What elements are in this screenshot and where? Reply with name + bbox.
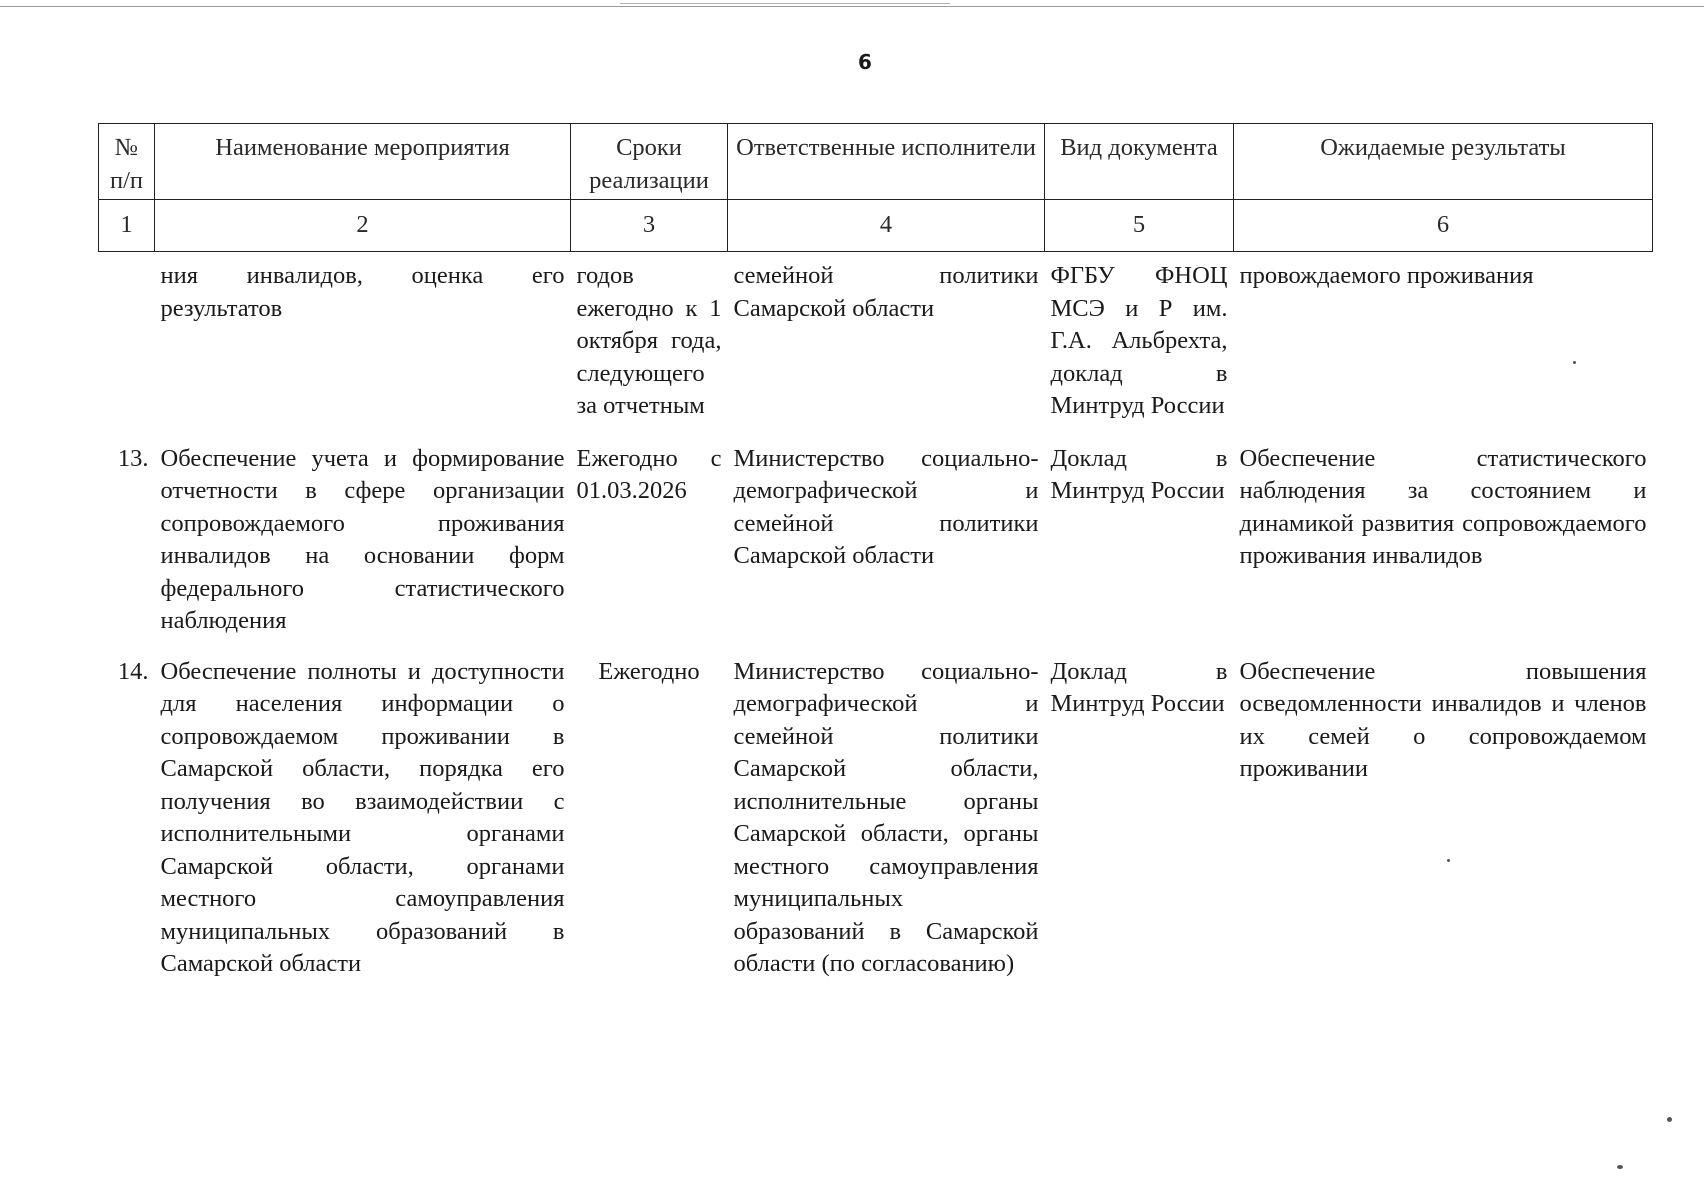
- header-executors: Ответственные исполнители: [728, 124, 1045, 200]
- page-number: 6: [858, 50, 872, 74]
- header-num: № п/п: [99, 124, 155, 200]
- row-document: ФГБУ ФНОЦ МСЭ и Р им. Г.А. Альбрехта, доклад в Минтруд России: [1050, 262, 1228, 419]
- row-result: провождаемого проживания: [1239, 262, 1534, 289]
- row-number: 13.: [117, 444, 149, 472]
- column-number: 1: [99, 200, 155, 252]
- row-result: Обеспечение повышения осведомленности инвалидов и членов их семей о сопровождаемом проживании: [1239, 657, 1647, 782]
- row-number: 14.: [117, 657, 149, 685]
- header-document: Вид документа: [1045, 124, 1234, 200]
- row-name: Обеспечение учета и формирование отчетности в сфере организации сопровождаемого проживания инвалидов на основании форм федерального статистического наблюдения: [160, 444, 565, 634]
- table-row: [99, 656, 1653, 981]
- row-document: Доклад в Минтруд России: [1050, 657, 1228, 717]
- scan-edge-line: [620, 3, 950, 4]
- header-term: Сроки реализации: [571, 124, 728, 200]
- header-result: Ожидаемые результаты: [1234, 124, 1653, 200]
- row-executors: Министерство социально-демографической и семейной политики Самарской области, исполнительные органы Самарской области, органы местного самоуправления муниципальных образований в Самарской области (по согласованию): [733, 657, 1039, 977]
- scan-speck: [1447, 859, 1450, 862]
- table-header-row: [99, 124, 1653, 200]
- scan-edge-line: [0, 6, 1704, 7]
- row-document: Доклад в Минтруд России: [1050, 444, 1228, 504]
- scan-speck: [1667, 1117, 1672, 1122]
- column-number: 4: [728, 200, 1045, 252]
- column-number: 5: [1045, 200, 1234, 252]
- column-number: 6: [1234, 200, 1653, 252]
- row-term: Ежегодно с 01.03.2026: [576, 444, 722, 504]
- row-name: Обеспечение полноты и доступности для населения информации о сопровождаемом проживании в Самарской области, порядка его получения во взаимодействии с исполнительными органами Самарской области, органами местного самоуправления муниципальных образований в Самарской области: [160, 657, 565, 977]
- scan-speck: [1617, 1165, 1623, 1169]
- header-name: Наименование мероприятия: [155, 124, 571, 200]
- row-executors: Министерство социально-демографической и семейной политики Самарской области: [733, 444, 1039, 569]
- column-number: 2: [155, 200, 571, 252]
- column-number-row: [99, 200, 1653, 252]
- table-row: [99, 443, 1653, 656]
- row-executors: семейной политики Самарской области: [733, 262, 1039, 322]
- scan-speck: [1573, 361, 1576, 364]
- measures-table: [98, 123, 1653, 981]
- row-term: Ежегодно: [598, 657, 700, 685]
- row-number: [99, 252, 155, 443]
- row-result: Обеспечение статистического наблюдения за состоянием и динамикой развития сопровождаемого проживания инвалидов: [1239, 444, 1647, 569]
- table-row: [99, 252, 1653, 443]
- row-term: годов ежегодно к 1 октября года, следующего за отчетным: [576, 262, 722, 419]
- row-name: ния инвалидов, оценка его результатов: [160, 262, 565, 322]
- column-number: 3: [571, 200, 728, 252]
